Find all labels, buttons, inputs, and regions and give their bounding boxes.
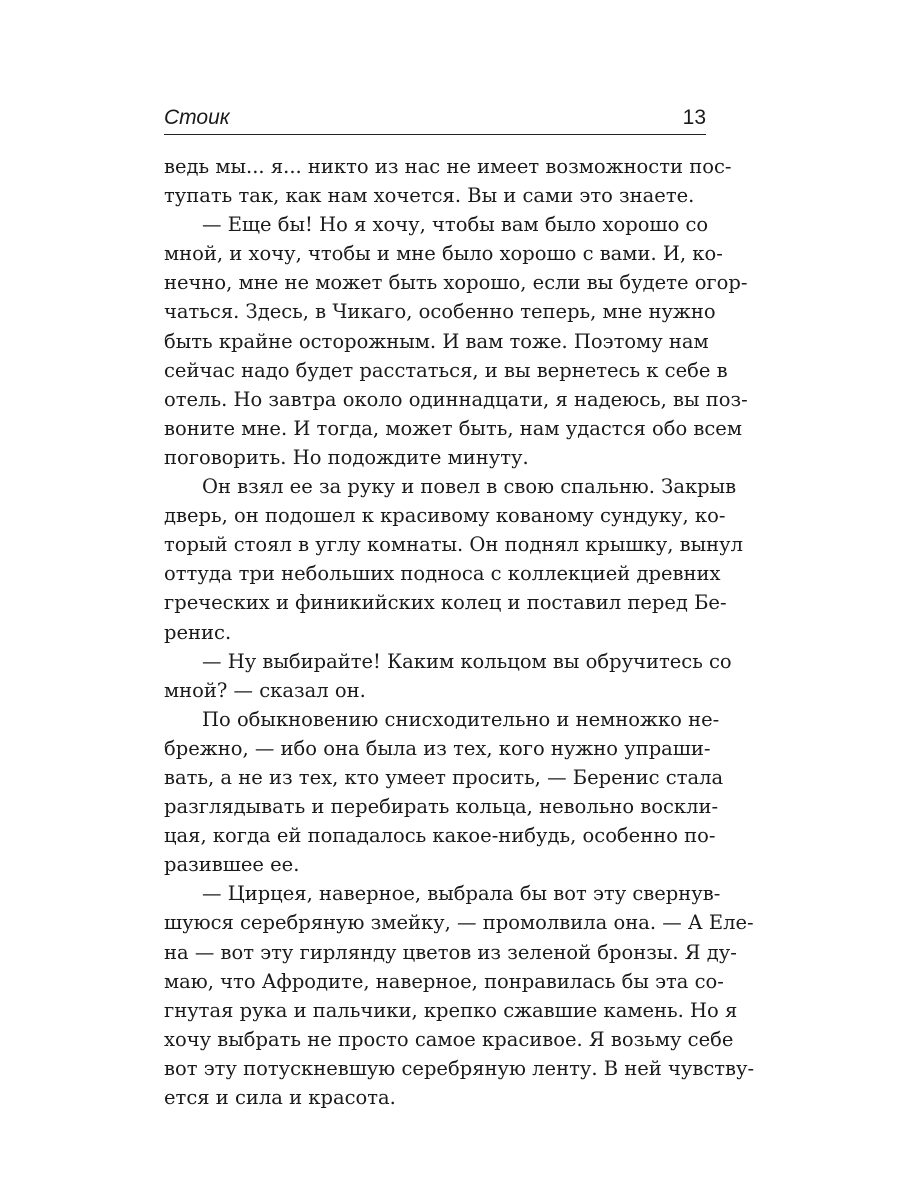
paragraph (164, 705, 724, 880)
paragraph (164, 879, 755, 1112)
page-header (164, 104, 706, 135)
text-line: сейчас надо будет расстаться, и вы вернетесь к себе в (164, 358, 728, 382)
page-number: 13 (682, 106, 706, 129)
text-line: По обыкновению снисходительно и немножко не- (202, 707, 720, 731)
text-line: нечно, мне не может быть хорошо, если вы будете огор- (164, 271, 748, 295)
text-line: мной? — сказал он. (164, 678, 366, 702)
text-line: — Цирцея, наверное, выбрала бы вот эту свернув- (202, 882, 721, 906)
text-line: дверь, он подошел к красивому кованому сундуку, ко- (164, 504, 726, 528)
text-line: мной, и хочу, чтобы и мне было хорошо с вами. И, ко- (164, 242, 723, 266)
text-line: вот эту потускневшую серебряную ленту. В ней чувству- (164, 1056, 755, 1080)
text-line: цая, когда ей попадалось какое-нибудь, особенно по- (164, 824, 716, 848)
text-line: воните мне. И тогда, может быть, нам удастся обо всем (164, 416, 743, 440)
text-line: чаться. Здесь, в Чикаго, особенно теперь, мне нужно (164, 300, 716, 324)
text-line: ведь мы... я... никто из нас не имеет возможности пос- (164, 155, 732, 178)
paragraph (164, 152, 732, 210)
text-line: ренис. (164, 620, 232, 644)
text-line: поговорить. Но подождите минуту. (164, 445, 529, 469)
paragraph (164, 210, 748, 472)
text-line: гнутая рука и пальчики, крепко сжавшие камень. Но я (164, 998, 738, 1022)
text-line: тупать так, как нам хочется. Вы и сами это знаете. (164, 184, 695, 208)
text-line: торый стоял в углу комнаты. Он поднял крышку, вынул (164, 533, 743, 557)
text-line: шуюся серебряную змейку, — промолвила она. — А Еле- (164, 911, 754, 935)
text-line: на — вот эту гирлянду цветов из зеленой бронзы. Я ду- (164, 940, 737, 964)
text-line: разившее ее. (164, 853, 300, 877)
text-line: отель. Но завтра около одиннадцати, я надеюсь, вы поз- (164, 387, 748, 411)
paragraph (164, 472, 743, 647)
running-title: Стоик (164, 106, 230, 129)
text-line: греческих и финикийских колец и поставил перед Бе- (164, 591, 727, 615)
text-line: брежно, — ибо она была из тех, кого нужно упраши- (164, 736, 711, 760)
text-line: вать, а не из тех, кто умеет просить, — Беренис стала (164, 765, 724, 789)
text-line: Он взял ее за руку и повел в свою спальню. Закрыв (202, 475, 737, 499)
text-line: — Ну выбирайте! Каким кольцом вы обручитесь со (202, 649, 732, 673)
text-line: хочу выбрать не просто самое красивое. Я возьму себе (164, 1027, 734, 1051)
text-line: маю, что Афродите, наверное, понравилась бы эта со- (164, 969, 724, 993)
paragraph (164, 647, 732, 705)
text-line: ется и сила и красота. (164, 1086, 396, 1109)
text-line: разглядывать и перебирать кольца, невольно воскли- (164, 795, 719, 819)
text-line: быть крайне осторожным. И вам тоже. Поэтому нам (164, 329, 709, 353)
text-line: оттуда три небольших подноса с коллекцией древних (164, 562, 721, 586)
text-line: — Еще бы! Но я хочу, чтобы вам было хорошо со (202, 213, 709, 237)
body-text (164, 152, 755, 1112)
